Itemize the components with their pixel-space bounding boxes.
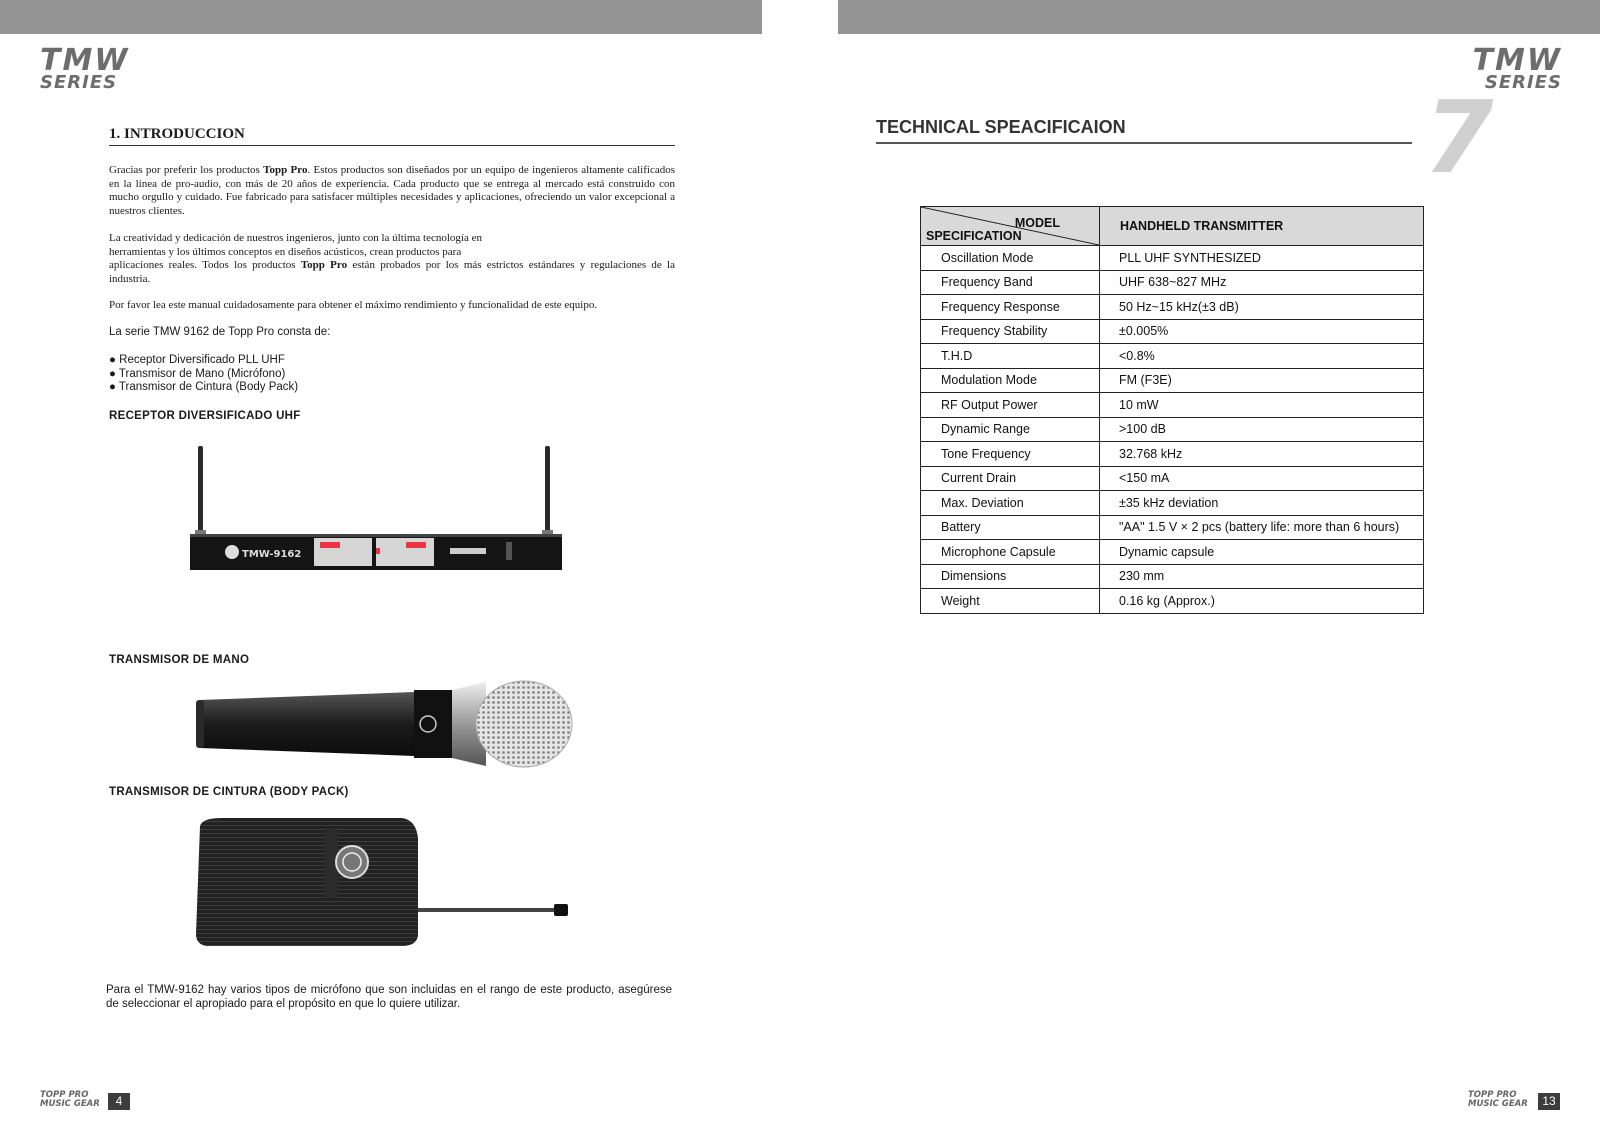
table-row (921, 319, 1424, 344)
spec-label: Battery (921, 515, 1100, 540)
table-row (921, 246, 1424, 271)
footer-brand: TOPP PRO MUSIC GEAR (1468, 1090, 1528, 1109)
spec-value: <0.8% (1100, 344, 1424, 369)
spec-value: 10 mW (1100, 393, 1424, 418)
heading-receiver: RECEPTOR DIVERSIFICADO UHF (109, 410, 301, 422)
table-row (921, 393, 1424, 418)
brand-line2: SERIES (1484, 72, 1562, 93)
intro-paragraph-3: Por favor lea este manual cuidadosamente para obtener el máximo rendimiento y funcionalidad de este equipo. (109, 299, 598, 311)
spec-value: 230 mm (1100, 564, 1424, 589)
table-row (921, 442, 1424, 467)
table-row (921, 466, 1424, 491)
spec-label: RF Output Power (921, 393, 1100, 418)
section-title: 1. INTRODUCCION (109, 126, 675, 146)
spec-label: T.H.D (921, 344, 1100, 369)
spec-value: Dynamic capsule (1100, 540, 1424, 565)
list-item: ● Transmisor de Cintura (Body Pack) (109, 381, 299, 393)
table-row (921, 540, 1424, 565)
spec-value: "AA" 1.5 V × 2 pcs (battery life: more than 6 hours) (1100, 515, 1424, 540)
heading-bodypack: TRANSMISOR DE CINTURA (BODY PACK) (109, 786, 349, 798)
brand-line1: TMW (40, 43, 130, 78)
spec-label: Current Drain (921, 466, 1100, 491)
page-title: TECHNICAL SPEACIFICAION (876, 117, 1412, 144)
table-row (921, 344, 1424, 369)
table-header-row (921, 207, 1424, 246)
spec-value: 50 Hz~15 kHz(±3 dB) (1100, 295, 1424, 320)
heading-handheld: TRANSMISOR DE MANO (109, 654, 250, 666)
spec-label: Microphone Capsule (921, 540, 1100, 565)
spec-label: Modulation Mode (921, 368, 1100, 393)
brand-line2: SERIES (40, 72, 118, 93)
table-row (921, 515, 1424, 540)
spec-label: Frequency Band (921, 270, 1100, 295)
spec-label: Frequency Stability (921, 319, 1100, 344)
left-page (0, 0, 762, 1132)
spec-value: <150 mA (1100, 466, 1424, 491)
bodypack-image (192, 818, 576, 948)
spec-value: ±0.005% (1100, 319, 1424, 344)
spec-label: Max. Deviation (921, 491, 1100, 516)
header-bar (838, 0, 1600, 34)
brand-logo (40, 43, 130, 93)
brand-line1: TMW (1472, 43, 1562, 78)
spec-label: Dimensions (921, 564, 1100, 589)
chapter-number: 7 (1424, 79, 1494, 196)
diagonal-header-cell (921, 207, 1100, 246)
spec-label: Frequency Response (921, 295, 1100, 320)
spec-label: Weight (921, 589, 1100, 614)
component-list (109, 354, 298, 395)
spec-table (920, 206, 1424, 614)
spec-value: 32.768 kHz (1100, 442, 1424, 467)
table-row (921, 270, 1424, 295)
header-specification: SPECIFICATION (926, 229, 1022, 243)
page-number: 4 (108, 1093, 130, 1110)
header-value: HANDHELD TRANSMITTER (1100, 207, 1424, 246)
header-bar (0, 0, 762, 34)
spec-value: 0.16 kg (Approx.) (1100, 589, 1424, 614)
series-intro: La serie TMW 9162 de Topp Pro consta de: (109, 326, 331, 338)
table-row (921, 368, 1424, 393)
footer-brand: TOPP PRO MUSIC GEAR (40, 1090, 100, 1109)
table-row (921, 417, 1424, 442)
spec-value: FM (F3E) (1100, 368, 1424, 393)
list-item: ● Transmisor de Mano (Micrófono) (109, 367, 286, 380)
closing-paragraph: Para el TMW-9162 hay varios tipos de micrófono que son incluidas en el rango de este producto, asegúrese de seleccionar el apropiado para el propósito en que lo quiere utilizar. (106, 984, 672, 1010)
table-row (921, 589, 1424, 614)
intro-paragraph-1: Gracias por preferir los productos Topp Pro. Estos productos son diseñados por un equipo de ingenieros altamente calificados en la línea de pro-audio, con más de 20 años de experiencia. Cada producto que se entrega al mercado está construido con mucho orgullo y cuidado. Fue fabricado para satisfacer múltiples necesidades y aplicaciones, ofreciendo un valor excepcional a nuestros clientes. (109, 164, 675, 217)
spec-value: PLL UHF SYNTHESIZED (1100, 246, 1424, 271)
page-number: 13 (1538, 1093, 1560, 1110)
spec-label: Tone Frequency (921, 442, 1100, 467)
spec-label: Dynamic Range (921, 417, 1100, 442)
right-page (838, 0, 1600, 1132)
table-row (921, 564, 1424, 589)
receiver-label: TMW-9162 (242, 549, 302, 560)
header-model: MODEL (1014, 216, 1060, 230)
spec-value: ±35 kHz deviation (1100, 491, 1424, 516)
spec-label: Oscillation Mode (921, 246, 1100, 271)
spec-value: UHF 638~827 MHz (1100, 270, 1424, 295)
intro-paragraph-2: La creatividad y dedicación de nuestros ingenieros, junto con la última tecnología en herramientas y los últimos conceptos en diseños acústicos, crean productos para aplicaciones reales. Todos los productos Topp Pro están probados por los más estrictos estándares y regulaciones de la industria. (109, 232, 676, 285)
receiver-image (190, 444, 562, 578)
spec-value: >100 dB (1100, 417, 1424, 442)
table-row (921, 491, 1424, 516)
list-item: ● Receptor Diversificado PLL UHF (109, 354, 285, 366)
table-row (921, 295, 1424, 320)
handheld-mic-image (196, 680, 576, 768)
